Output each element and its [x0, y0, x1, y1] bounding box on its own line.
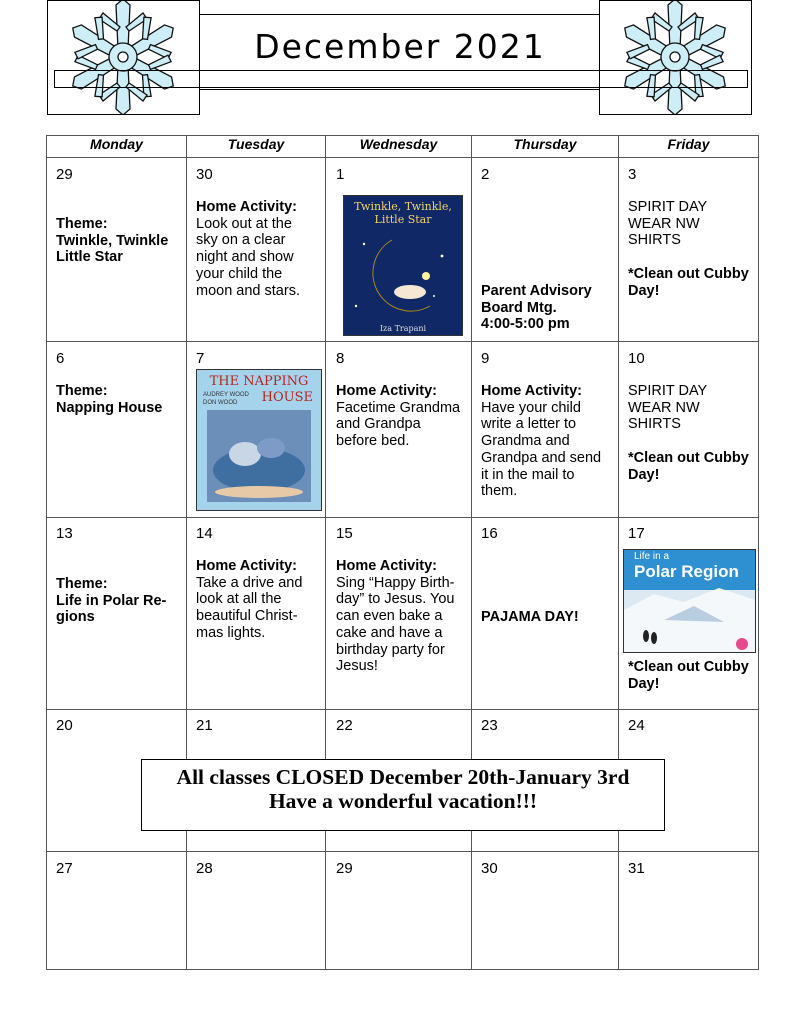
grid-line: [471, 135, 472, 970]
weekday-tuesday: Tuesday: [227, 136, 285, 152]
book-cover-napping-house: [196, 369, 322, 511]
grid-line: [618, 135, 619, 970]
snowflake-frame-left: [47, 0, 200, 115]
day-number: 14: [196, 525, 213, 542]
spirit-day-text: SPIRIT DAY WEAR NW SHIRTS: [628, 199, 708, 249]
day-number: 28: [196, 860, 213, 877]
book-title: Life in a: [634, 551, 670, 562]
day-number: 16: [481, 525, 498, 542]
book-cover-twinkle: [343, 195, 463, 336]
day-number: 20: [56, 717, 73, 734]
theme-text: Theme: Life in Polar Re- gions: [56, 576, 167, 626]
day-number: 2: [481, 166, 490, 183]
cubby-note: *Clean out Cubby Day!: [628, 450, 749, 483]
book-title: THE NAPPING: [209, 374, 309, 389]
weekday-wednesday: Wednesday: [359, 136, 438, 152]
home-activity: Home Activity: Have your child write a letter to Grandma and Grandpa and send it in the mail to them.: [481, 383, 602, 500]
grid-line: [46, 969, 759, 970]
grid-line: [46, 135, 47, 970]
book-illustrator: DON WOOD: [203, 400, 238, 406]
page-title: December 2021: [254, 27, 546, 66]
theme-text: Theme: Twinkle, Twinkle Little Star: [56, 216, 169, 266]
day-number: 8: [336, 350, 345, 367]
day-number: 9: [481, 350, 490, 367]
day-number: 1: [336, 166, 345, 183]
grid-line: [46, 709, 759, 710]
day-number: 30: [481, 860, 498, 877]
day-number: 10: [628, 350, 645, 367]
cubby-note: *Clean out Cubby Day!: [628, 266, 749, 299]
day-number: 29: [336, 860, 353, 877]
book-cover-polar-region: [623, 549, 756, 653]
event-text: Parent Advisory Board Mtg. 4:00-5:00 pm: [481, 283, 592, 333]
day-number: 27: [56, 860, 73, 877]
grid-line: [186, 135, 187, 970]
book-author: AUDREY WOOD: [203, 392, 249, 398]
snowflake-icon: [600, 1, 751, 114]
book-title: Twinkle, Twinkle, Little Star: [354, 200, 452, 226]
day-number: 15: [336, 525, 353, 542]
closure-line-2: Have a wonderful vacation!!!: [268, 789, 538, 813]
day-number: 31: [628, 860, 645, 877]
grid-line: [46, 851, 759, 852]
weekday-friday: Friday: [667, 136, 710, 152]
snowflake-frame-right: [599, 0, 752, 115]
day-number: 17: [628, 525, 645, 542]
grid-line: [325, 135, 326, 970]
grid-line: [46, 157, 759, 158]
grid-line: [758, 135, 759, 970]
grid-line: [46, 341, 759, 342]
day-number: 29: [56, 166, 73, 183]
day-number: 30: [196, 166, 213, 183]
snowflake-icon: [48, 1, 199, 114]
weekday-monday: Monday: [90, 136, 143, 152]
closure-notice: [141, 759, 665, 831]
closure-line-1: All classes CLOSED December 20th-January 3rd: [176, 765, 630, 789]
day-number: 6: [56, 350, 65, 367]
cubby-note: *Clean out Cubby Day!: [628, 659, 749, 692]
day-number: 24: [628, 717, 645, 734]
day-number: 13: [56, 525, 73, 542]
home-activity: Home Activity: Facetime Grandma and Grandpa before bed.: [336, 383, 461, 450]
theme-text: Theme: Napping House: [56, 383, 163, 416]
weekday-thursday: Thursday: [513, 136, 577, 152]
home-activity: Home Activity: Sing “Happy Birth- day” to Jesus. You can even bake a cake and have a birthday party for Jesus!: [336, 558, 455, 675]
pajama-day-text: PAJAMA DAY!: [481, 609, 579, 625]
day-number: 23: [481, 717, 498, 734]
day-number: 3: [628, 166, 637, 183]
spirit-day-text: SPIRIT DAY WEAR NW SHIRTS: [628, 383, 708, 433]
day-number: 22: [336, 717, 353, 734]
home-activity: Home Activity: Take a drive and look at all the beautiful Christ- mas lights.: [196, 558, 303, 641]
book-title-2: HOUSE: [261, 390, 313, 405]
home-activity: Home Activity: Look out at the sky on a clear night and show your child the moon and stars.: [196, 199, 300, 299]
book-title-2: Polar Region: [634, 562, 739, 581]
day-number: 7: [196, 350, 205, 367]
grid-line: [46, 517, 759, 518]
day-number: 21: [196, 717, 213, 734]
title-underline-box: [54, 70, 748, 88]
book-author: Iza Trapani: [379, 324, 427, 333]
